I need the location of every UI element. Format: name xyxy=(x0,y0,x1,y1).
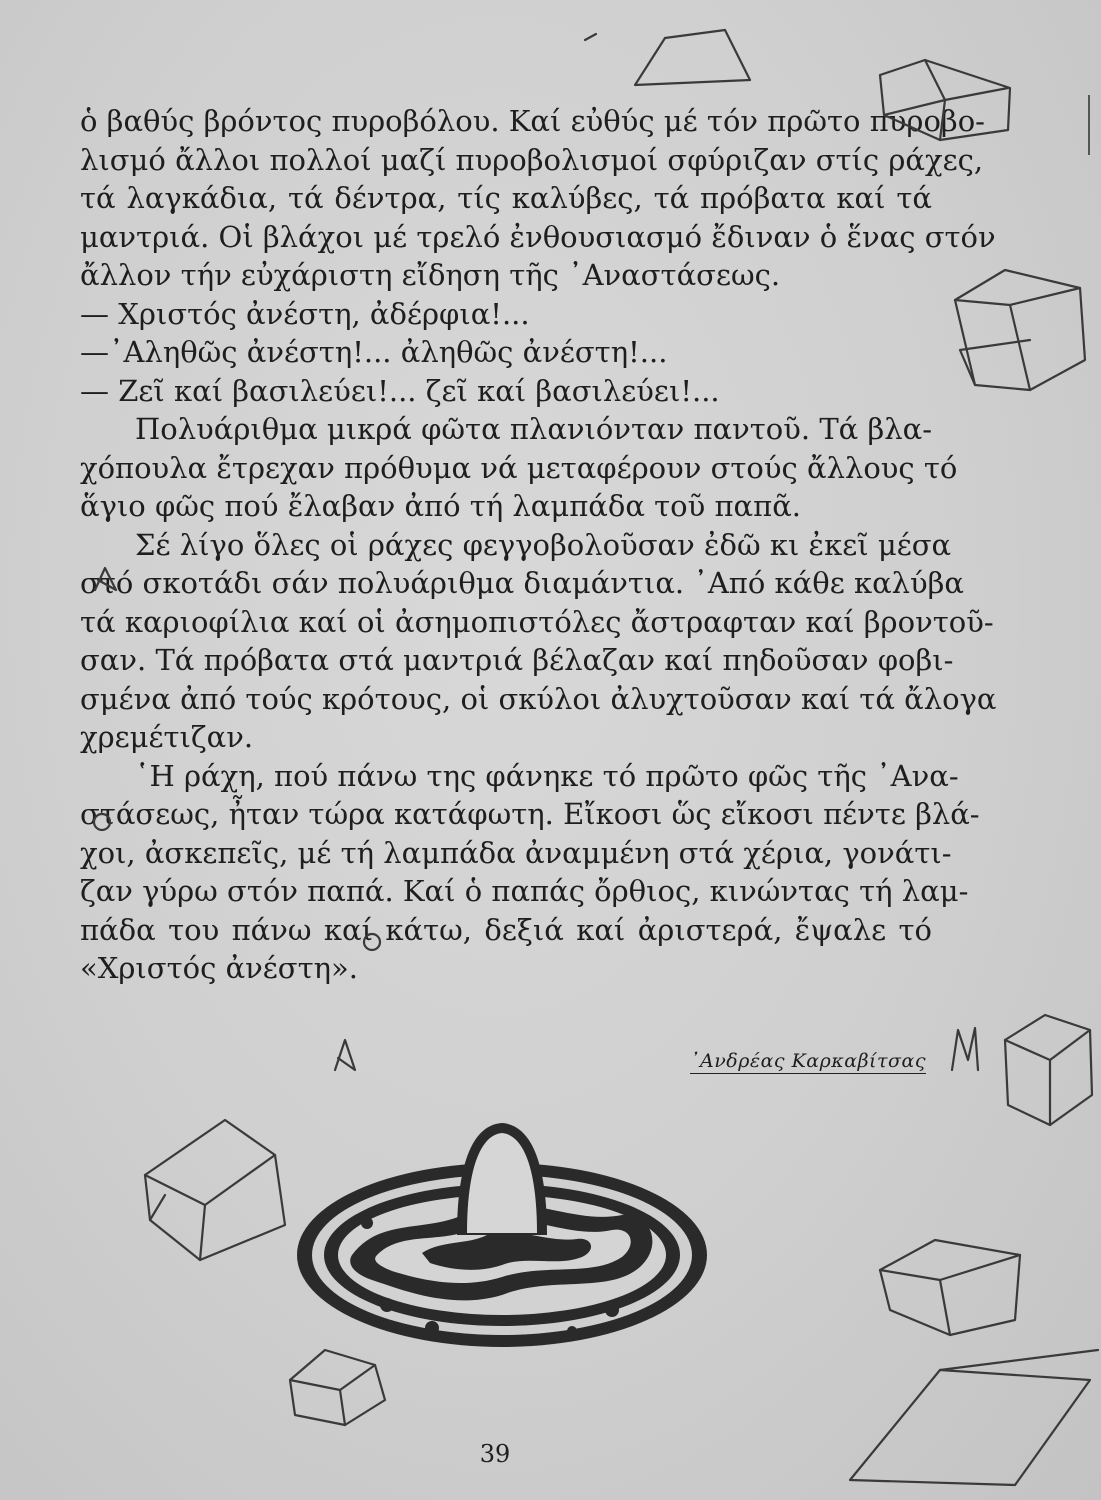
text-line: λισμό ἄλλοι πολλοί μαζί πυροβολισμοί σφύριζαν στίς ράχες, xyxy=(80,142,984,177)
dialogue-line: — Χριστός ἀνέστη, ἀδέρφια!... xyxy=(80,296,530,331)
page-number: 39 xyxy=(479,1440,511,1468)
text-line: στάσεως, ἦταν τώρα κατάφωτη. Εἴκοσι ὥς εἴκοσι πέντε βλά- xyxy=(80,797,980,831)
text-line: ὁ βαθύς βρόντος πυροβόλου. Καί εὐθύς μέ τόν πρῶτο πυροβο- xyxy=(80,104,985,138)
author-signature xyxy=(690,1050,926,1072)
text-line: χόπουλα ἔτρεχαν πρόθυμα νά μεταφέρουν στούς ἄλλους τό xyxy=(80,450,958,485)
text-line: χρεμέτιζαν. xyxy=(80,720,254,754)
text-line: τά λαγκάδια, τά δέντρα, τίς καλύβες, τά πρόβατα καί τά xyxy=(80,181,932,215)
margin-pencil-line xyxy=(1088,95,1090,155)
text-line: ζαν γύρω στόν παπά. Καί ὁ παπάς ὄρθιος, κινώντας τή λαμ- xyxy=(80,874,969,908)
text-line: Σέ λίγο ὅλες οἱ ράχες φεγγοβολοῦσαν ἐδῶ κι ἐκεῖ μέσα xyxy=(135,527,952,562)
text-line: πάδα του πάνω καί κάτω, δεξιά καί ἀριστερά, ἔψαλε τό xyxy=(80,912,932,947)
text-line: Πολυάριθμα μικρά φῶτα πλανιόνταν παντοῦ. Τά βλα- xyxy=(135,412,932,446)
author-name: ᾿Ανδρέας Καρκαβίτσας xyxy=(690,1050,926,1072)
text-line: ἄλλον τήν εὐχάριστη εἴδηση τῆς ᾿Αναστάσεως. xyxy=(80,258,781,292)
text-line: ῾Η ράχη, πού πάνω της φάνηκε τό πρῶτο φῶς τῆς ᾿Ανα- xyxy=(135,758,959,793)
text-line: μαντριά. Οἱ βλάχοι μέ τρελό ἐνθουσιασμό ἔδιναν ὁ ἕνας στόν xyxy=(80,219,996,254)
text-line: τά καριοφίλια καί οἱ ἀσημοπιστόλες ἄστραφταν καί βροντοῦ- xyxy=(80,604,994,639)
text-line: στό σκοτάδι σάν πολυάριθμα διαμάντια. ᾿Από κάθε καλύβα xyxy=(80,566,965,600)
text-line: χοι, ἀσκεπεῖς, μέ τή λαμπάδα ἀναμμένη στά χέρια, γονάτι- xyxy=(80,835,952,870)
text-line: «Χριστός ἀνέστη». xyxy=(80,951,358,985)
text-line: σμένα ἀπό τούς κρότους, οἱ σκύλοι ἀλυχτοῦσαν καί τά ἄλογα xyxy=(80,681,997,716)
text-line: σαν. Τά πρόβατα στά μαντριά βέλαζαν καί πηδοῦσαν φοβι- xyxy=(80,643,954,677)
dialogue-line: —᾿Αληθῶς ἀνέστη!... ἀληθῶς ἀνέστη!... xyxy=(80,335,668,369)
page-text xyxy=(80,102,997,988)
text-line: ἅγιο φῶς πού ἔλαβαν ἀπό τή λαμπάδα τοῦ παπᾶ. xyxy=(80,489,801,523)
dialogue-line: — Ζεῖ καί βασιλεύει!... ζεῖ καί βασιλεύει!... xyxy=(80,373,720,408)
emblem-ornament xyxy=(292,1105,712,1355)
